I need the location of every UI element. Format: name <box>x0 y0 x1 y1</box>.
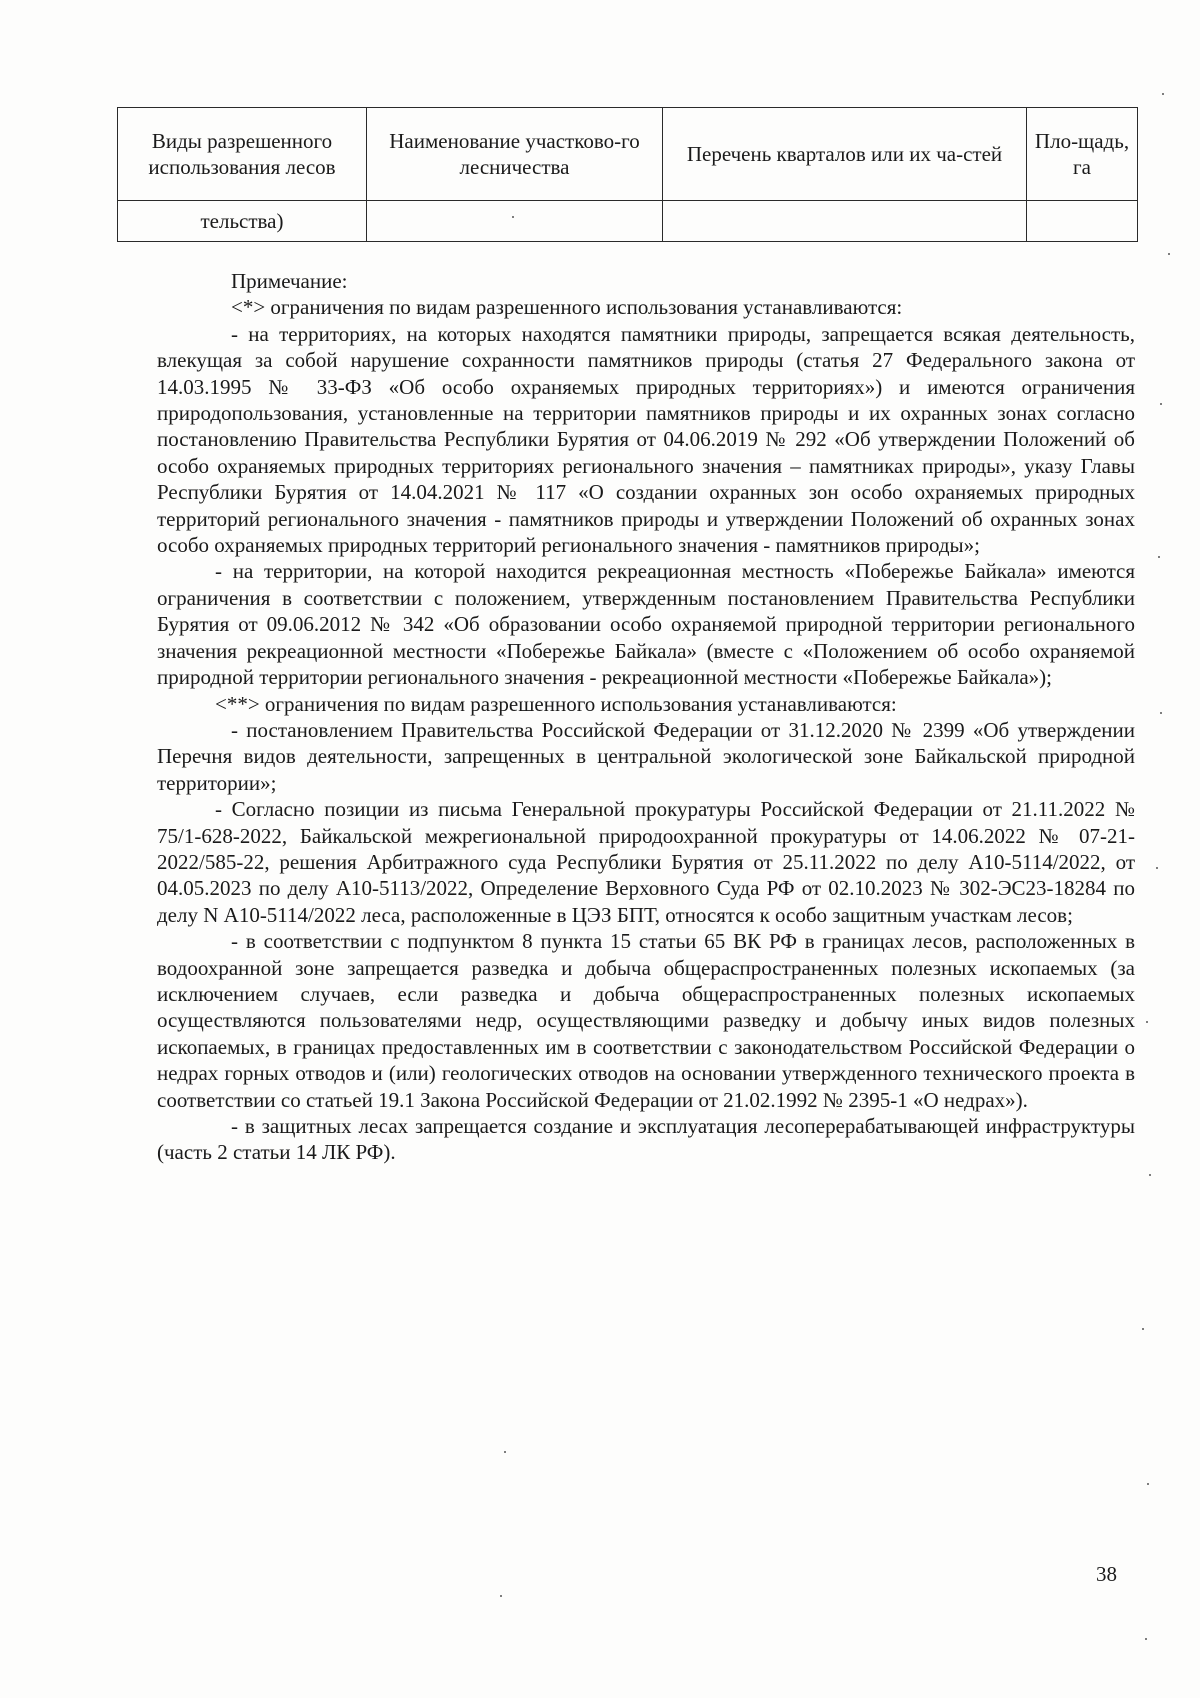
scan-speck <box>500 1595 502 1597</box>
note-paragraph: <*> ограничения по видам разрешенного использования устанавливаются: <box>231 295 903 320</box>
scan-speck <box>1156 867 1158 869</box>
note-paragraph: - на территории, на которой находится рекреационная местность «Побережье Байкала» имеются ограничения в соответствии с положением, утвержденным постановлением Правительства Республики Бурятия от 09.06.2012 № 342 «Об образовании особо охраняемой природной территории регионального значения рекреационной местности «Побережье Байкала» (вместе с «Положением об особо охраняемой природной территории регионального значения - рекреационной местности «Побережье Байкала»); <box>157 559 1135 690</box>
header-district-name: Наименование участково-го лесничества <box>367 108 663 201</box>
scan-speck <box>1149 1174 1151 1176</box>
scan-speck <box>512 216 514 218</box>
scan-speck <box>1160 403 1162 405</box>
notes-title: Примечание: <box>231 269 348 293</box>
scan-speck <box>1145 1638 1147 1640</box>
scan-speck <box>504 1451 506 1453</box>
scan-speck <box>1158 556 1160 558</box>
page-number: 38 <box>1096 1562 1117 1586</box>
scan-speck <box>1160 712 1162 714</box>
forest-use-table <box>117 107 1138 242</box>
note-paragraph: - на территориях, на которых находятся памятники природы, запрещается всякая деятельность, влекущая за собой нарушение сохранности памятников природы (статья 27 Федерального закона от 14.03.1995 № 33-ФЗ «Об особо охраняемых природных территориях») и имеются ограничения природопользования, установленные на территории памятников природы и их охранных зонах согласно постановлению Правительства Республики Бурятия от 04.06.2019 № 292 «Об утверждении Положений об особо охраняемых природных территориях регионального значения – памятниках природы», указу Главы Республики Бурятия от 14.04.2021 № 117 «О создании охранных зон особо охраняемых природных территорий регионального значения - памятников природы и утверждении Положений об охранных зонах особо охраняемых природных территорий регионального значения - памятников природы»; <box>157 321 1135 558</box>
table-row <box>118 201 1138 242</box>
note-paragraph: - постановлением Правительства Российской Федерации от 31.12.2020 № 2399 «Об утверждении Перечня видов деятельности, запрещенных в центральной экологической зоне Байкальской природной территории»; <box>157 717 1135 795</box>
scan-speck <box>1162 93 1164 95</box>
table-cell: тельства) <box>118 201 367 242</box>
scan-speck <box>1142 1328 1144 1330</box>
table-cell <box>663 201 1027 242</box>
note-paragraph: - в защитных лесах запрещается создание и эксплуатация лесоперерабатывающей инфраструктуры (часть 2 статьи 14 ЛК РФ). <box>157 1114 1135 1165</box>
note-paragraph: - в соответствии с подпунктом 8 пункта 15 статьи 65 ВК РФ в границах лесов, расположенных в водоохранной зоне запрещается разведка и добыча общераспространенных полезных ископаемых (за исключением случаев, если разведка и добыча общераспространенных полезных ископаемых осуществляются пользователями недр, осуществляющими разведку и добычу иных видов полезных ископаемых, в границах предоставленных им в соответствии с законодательством Российской Федерации о недрах горных отводов и (или) геологических отводов на основании утвержденного технического проекта в соответствии со статьей 19.1 Закона Российской Федерации от 21.02.1992 № 2395-1 «О недрах»). <box>157 929 1135 1112</box>
header-quarters-list: Перечень кварталов или их ча-стей <box>663 108 1027 201</box>
scan-speck <box>1147 1483 1149 1485</box>
table-cell <box>1027 201 1138 242</box>
table-cell <box>367 201 663 242</box>
notes-section <box>157 268 1135 1166</box>
note-paragraph: - Согласно позиции из письма Генеральной прокуратуры Российской Федерации от 21.11.2022 № 75/1-628-2022, Байкальской межрегиональной природоохранной прокуратуры от 14.06.2022 № 07-21-2022/585-22, решения Арбитражного суда Республики Бурятия от 25.11.2022 по делу А10-5114/2022, от 04.05.2023 по делу А10-5113/2022, Определение Верховного Суда РФ от 02.10.2023 № 302-ЭС23-18284 по делу N А10-5114/2022 леса, расположенные в ЦЭЗ БПТ, относятся к особо защитным участкам лесов; <box>157 797 1135 927</box>
scan-speck <box>1168 253 1170 255</box>
header-area: Пло-щадь, га <box>1027 108 1138 201</box>
note-paragraph: <**> ограничения по видам разрешенного использования устанавливаются: <box>215 691 897 716</box>
scan-speck <box>1146 1021 1148 1023</box>
table-header-row <box>118 108 1138 201</box>
header-use-types: Виды разрешенного использования лесов <box>118 108 367 201</box>
